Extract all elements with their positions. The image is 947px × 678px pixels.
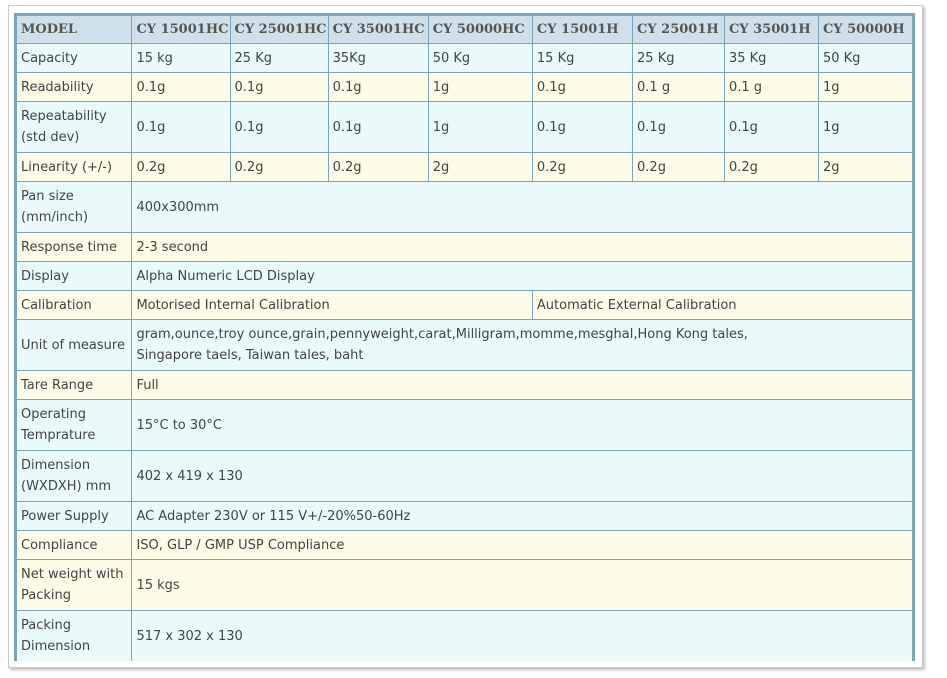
cell: 35Kg — [329, 44, 428, 72]
cell: 0.1g — [633, 102, 724, 152]
label-line: Packing — [21, 618, 72, 633]
cell: 1g — [429, 73, 532, 101]
cell: 0.1g — [533, 73, 632, 101]
label-line: Dimension — [21, 458, 91, 473]
cell: 2g — [429, 153, 532, 181]
row-response-time — [17, 233, 912, 261]
header-row — [17, 16, 912, 43]
cell: 50 Kg — [819, 44, 912, 72]
cell: AC Adapter 230V or 115 V+/-20%50-60Hz — [132, 502, 912, 530]
cell: 0.1g — [329, 102, 428, 152]
cell — [132, 320, 912, 370]
row-label: Capacity — [17, 44, 131, 72]
cell: 0.1g — [231, 73, 328, 101]
cell: 0.2g — [132, 153, 229, 181]
row-tare-range — [17, 371, 912, 399]
row-label: Response time — [17, 233, 131, 261]
cell: Alpha Numeric LCD Display — [132, 262, 912, 290]
row-dimension — [17, 451, 912, 501]
row-repeatability — [17, 102, 912, 152]
label-line: Packing — [21, 588, 72, 603]
label-line: (WXDXH) mm — [21, 479, 112, 494]
row-label: Unit of measure — [17, 320, 131, 370]
value-line: Singapore taels, Taiwan tales, baht — [136, 348, 364, 363]
cell: 517 x 302 x 130 — [132, 611, 912, 661]
label-line: Temprature — [21, 428, 96, 443]
row-label: Tare Range — [17, 371, 131, 399]
cell: 0.1g — [231, 102, 328, 152]
row-label: Display — [17, 262, 131, 290]
cell: 0.2g — [533, 153, 632, 181]
cell: 0.1g — [132, 73, 229, 101]
header-model: CY 15001HC — [132, 16, 229, 43]
cell: 402 x 419 x 130 — [132, 451, 912, 501]
row-display — [17, 262, 912, 290]
cell: 1g — [819, 102, 912, 152]
value-line: gram,ounce,troy ounce,grain,pennyweight,carat,Milligram,momme,mesghal,Hong Kong tales, — [136, 327, 748, 342]
row-calibration — [17, 291, 912, 319]
row-label — [17, 182, 131, 232]
cell: 35 Kg — [725, 44, 818, 72]
row-packing-dimension — [17, 611, 912, 661]
row-power-supply — [17, 502, 912, 530]
cell: 0.2g — [633, 153, 724, 181]
cell: 0.1 g — [633, 73, 724, 101]
header-model: CY 50000H — [819, 16, 912, 43]
cell: 0.1 g — [725, 73, 818, 101]
spec-table — [16, 15, 913, 662]
row-label: Power Supply — [17, 502, 131, 530]
header-model: CY 25001H — [633, 16, 724, 43]
header-model: CY 50000HC — [429, 16, 532, 43]
row-unit-of-measure — [17, 320, 912, 370]
cell: 15 Kg — [533, 44, 632, 72]
cell: 0.1g — [533, 102, 632, 152]
header-model: CY 25001HC — [231, 16, 328, 43]
cell: 0.1g — [132, 102, 229, 152]
row-label: Readability — [17, 73, 131, 101]
cell: 50 Kg — [429, 44, 532, 72]
cell: 15°C to 30°C — [132, 400, 912, 450]
row-net-weight — [17, 560, 912, 610]
cell: 25 Kg — [633, 44, 724, 72]
cell: 400x300mm — [132, 182, 912, 232]
row-compliance — [17, 531, 912, 559]
cell: 0.1g — [329, 73, 428, 101]
row-label: Compliance — [17, 531, 131, 559]
header-model: CY 35001HC — [329, 16, 428, 43]
label-line: Operating — [21, 407, 86, 422]
cell: 0.2g — [725, 153, 818, 181]
cell: 15 kg — [132, 44, 229, 72]
row-label — [17, 560, 131, 610]
cell: ISO, GLP / GMP USP Compliance — [132, 531, 912, 559]
cell: 0.2g — [329, 153, 428, 181]
page-frame — [8, 5, 923, 668]
spec-table-container — [14, 13, 915, 661]
cell: Automatic External Calibration — [533, 291, 912, 319]
row-label — [17, 400, 131, 450]
cell: 15 kgs — [132, 560, 912, 610]
row-linearity — [17, 153, 912, 181]
label-line: (std dev) — [21, 130, 80, 145]
header-model: CY 35001H — [725, 16, 818, 43]
row-operating-temp — [17, 400, 912, 450]
row-label — [17, 102, 131, 152]
cell: 0.1g — [725, 102, 818, 152]
row-readability — [17, 73, 912, 101]
cell: 1g — [819, 73, 912, 101]
header-model: CY 15001H — [533, 16, 632, 43]
cell: 2g — [819, 153, 912, 181]
label-line: Repeatability — [21, 109, 107, 124]
row-pan-size — [17, 182, 912, 232]
cell: 2-3 second — [132, 233, 912, 261]
row-label: Calibration — [17, 291, 131, 319]
row-capacity — [17, 44, 912, 72]
row-label — [17, 451, 131, 501]
row-label — [17, 611, 131, 661]
cell: Full — [132, 371, 912, 399]
cell: 25 Kg — [231, 44, 328, 72]
header-model-label: MODEL — [17, 16, 131, 43]
label-line: (mm/inch) — [21, 210, 89, 225]
cell: 0.2g — [231, 153, 328, 181]
label-line: Net weight with — [21, 567, 124, 582]
label-line: Pan size — [21, 189, 74, 204]
cell: 1g — [429, 102, 532, 152]
label-line: Dimension — [21, 639, 91, 654]
row-label: Linearity (+/-) — [17, 153, 131, 181]
cell: Motorised Internal Calibration — [132, 291, 531, 319]
